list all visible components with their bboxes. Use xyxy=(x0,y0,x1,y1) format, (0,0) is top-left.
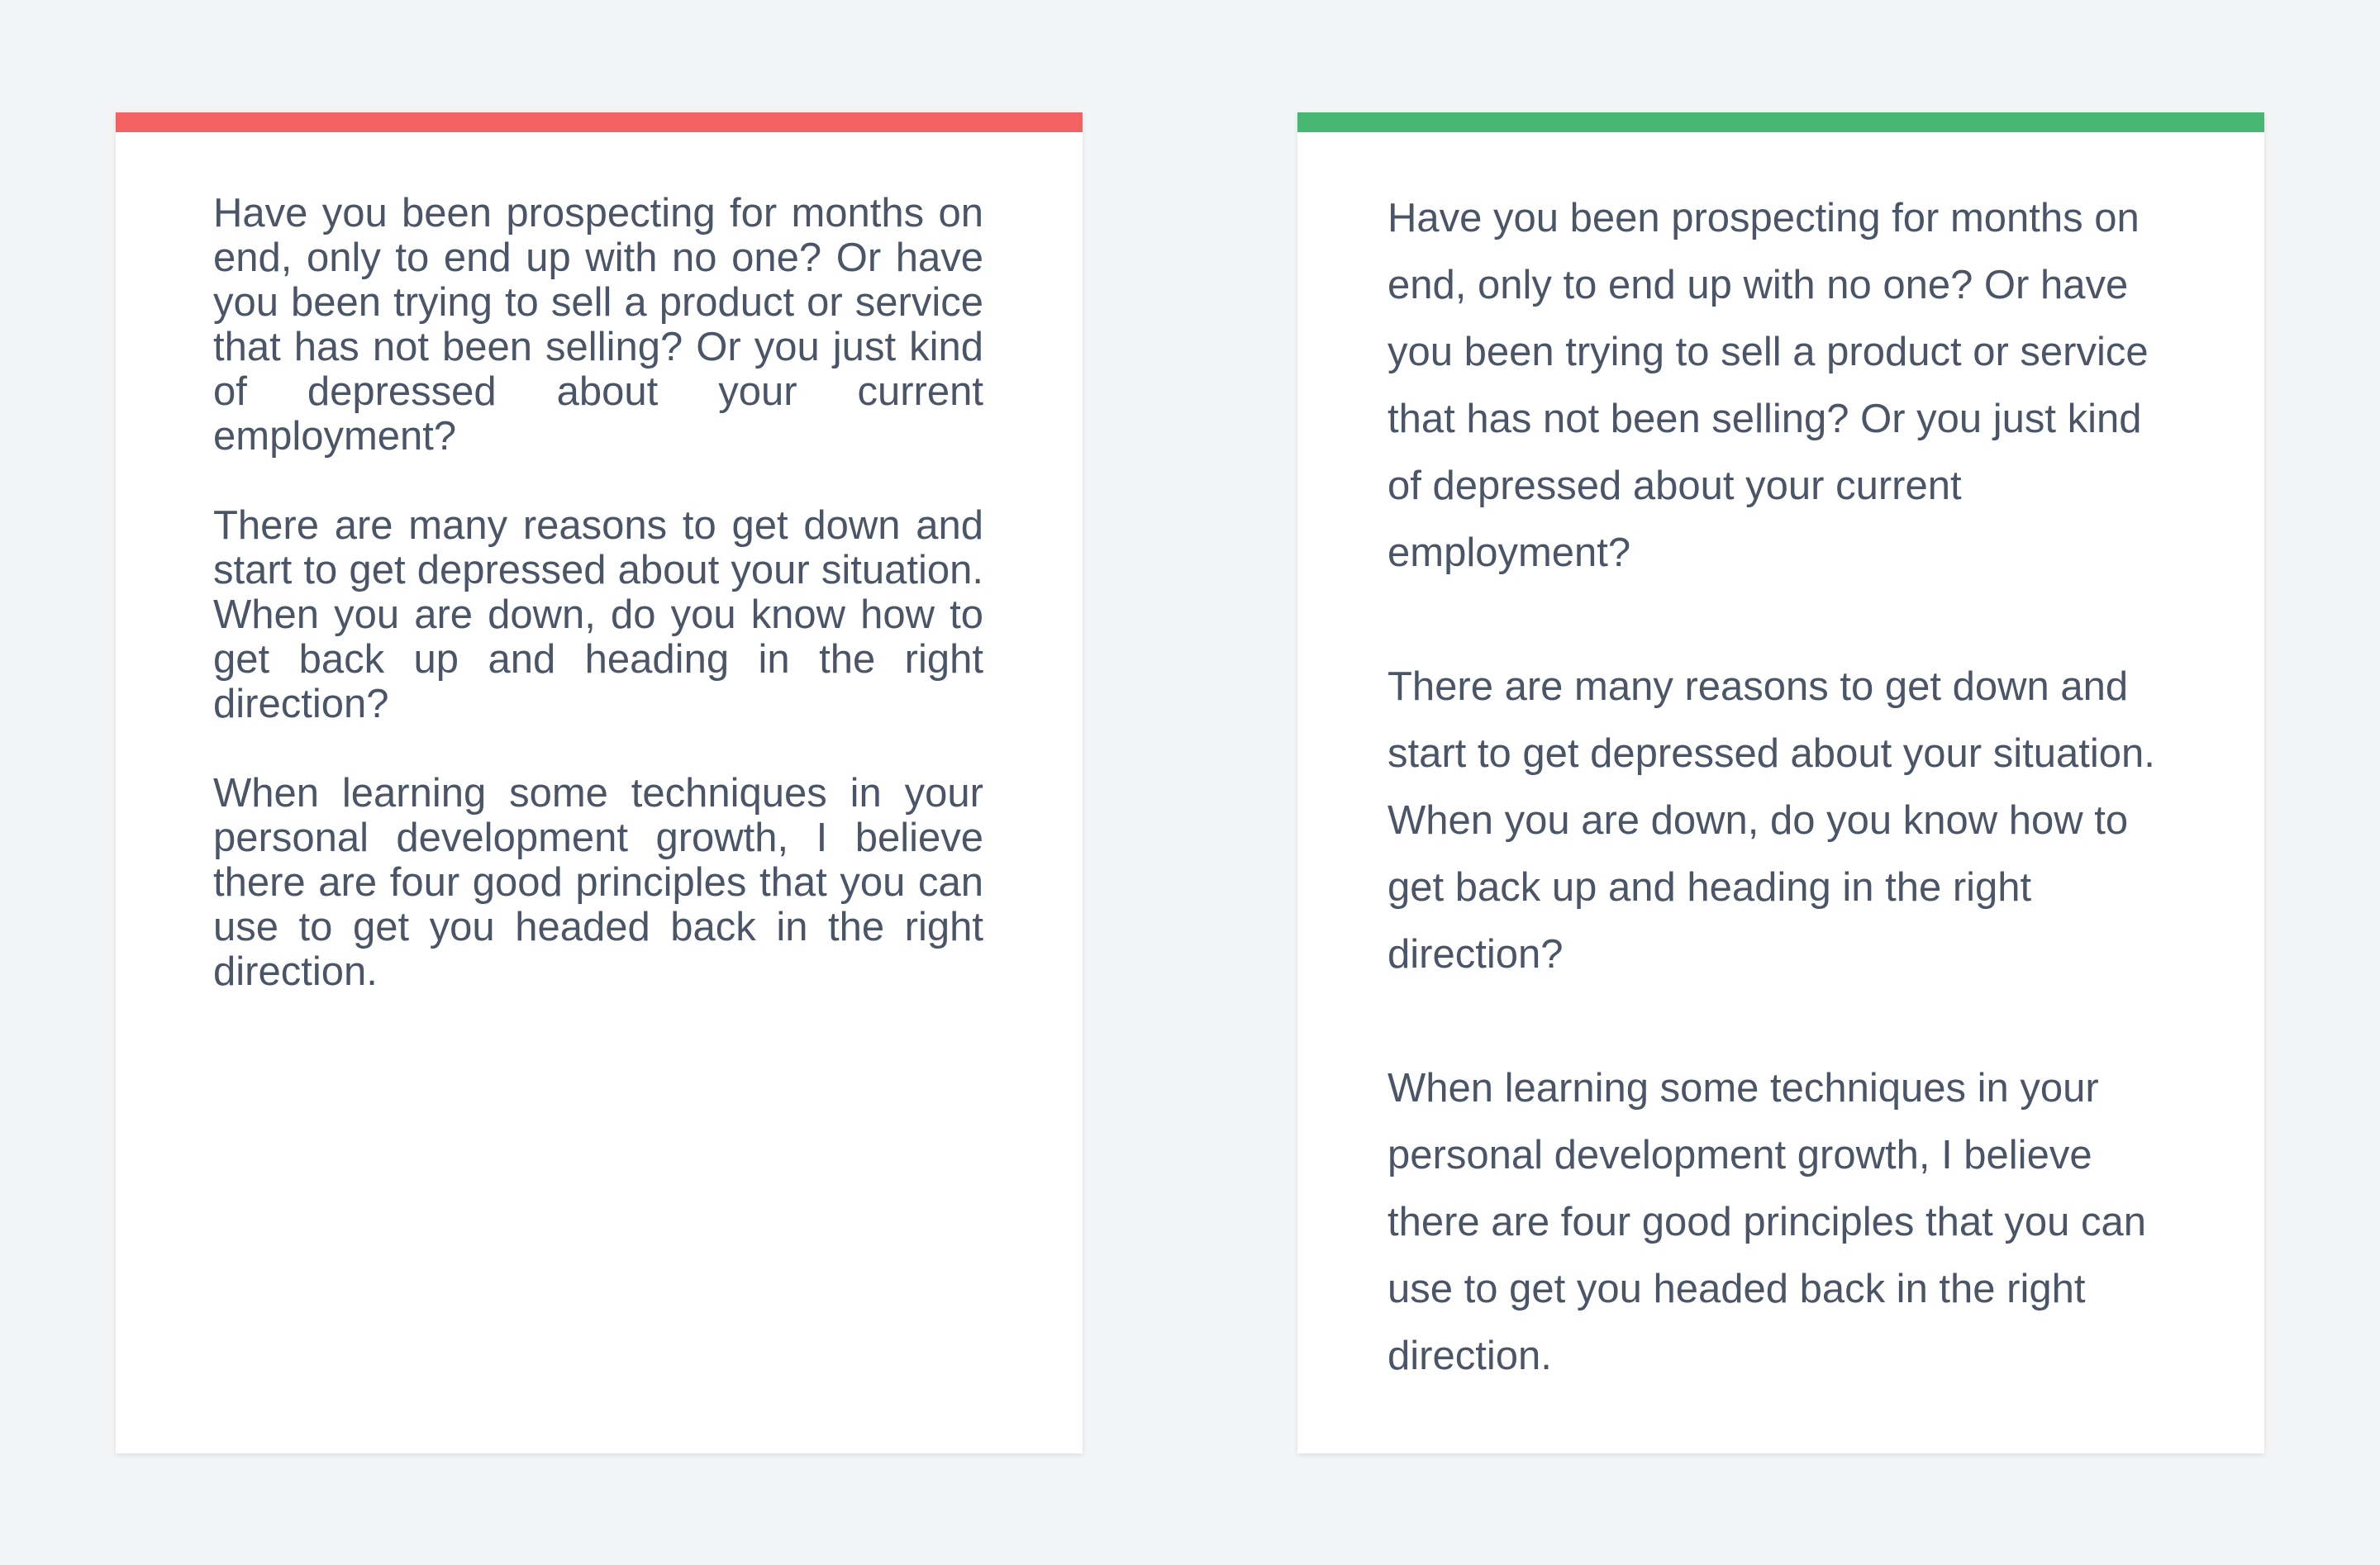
justified-text-card xyxy=(116,112,1083,1453)
paragraph: There are many reasons to get down and start to get depressed about your situation. When you are down, do you know how to get back up and heading in the right direction? xyxy=(213,503,983,726)
paragraph: Have you been prospecting for months on end, only to end up with no one? Or have you been trying to sell a product or service that has not been selling? Or you just kind of depressed about your current employment? xyxy=(1388,196,2149,575)
justified-text-block xyxy=(213,191,983,994)
green-accent-bar xyxy=(1297,112,2264,132)
left-aligned-text-block xyxy=(1388,185,2174,1390)
paragraph: When learning some techniques in your personal development growth, I believe there are four good principles that you can use to get you headed back in the right direction. xyxy=(1388,1066,2146,1378)
red-accent-bar xyxy=(116,112,1083,132)
paragraph: Have you been prospecting for months on end, only to end up with no one? Or have you been trying to sell a product or service that has not been selling? Or you just kind of depressed about your current employment? xyxy=(213,191,983,459)
paragraph: When learning some techniques in your personal development growth, I believe there are four good principles that you can use to get you headed back in the right direction. xyxy=(213,771,983,994)
left-aligned-text-card xyxy=(1297,112,2264,1453)
paragraph: There are many reasons to get down and start to get depressed about your situation. When you are down, do you know how to get back up and heading in the right direction? xyxy=(1388,664,2155,977)
